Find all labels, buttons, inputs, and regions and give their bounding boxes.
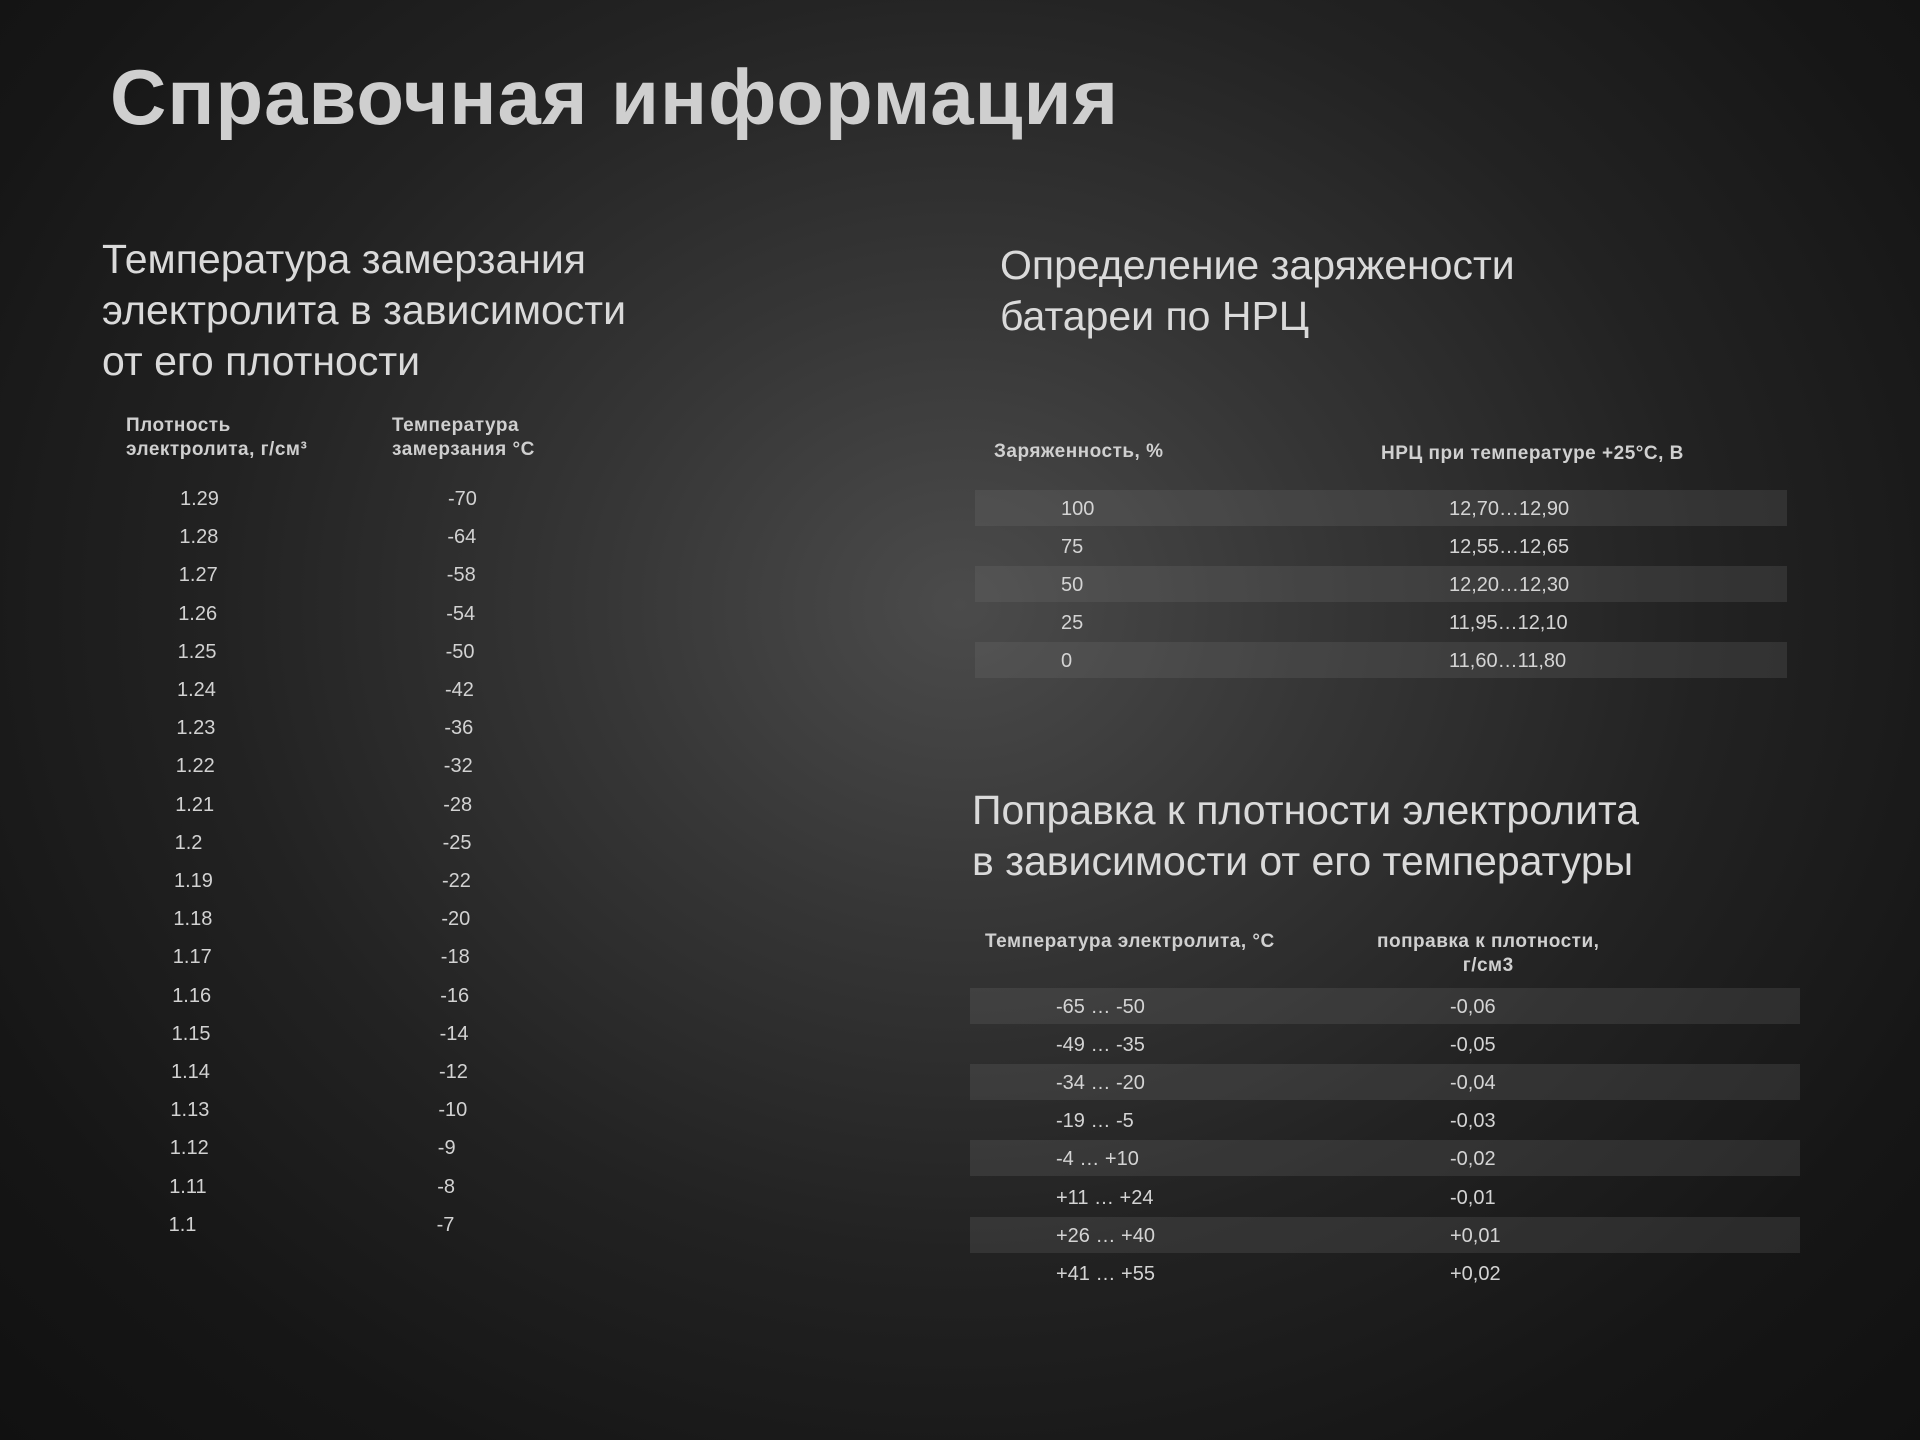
freeze-density-cell: 1.18 <box>173 908 213 931</box>
charge-section-title <box>1000 240 1515 342</box>
correction-row <box>970 1102 1800 1138</box>
freeze-temp-cell: -58 <box>446 564 476 587</box>
charge-row <box>975 528 1787 564</box>
freeze-density-cell: 1.1 <box>168 1213 197 1236</box>
correction-section-title <box>972 785 1639 887</box>
freeze-header-density <box>126 414 307 462</box>
charge-percent-cell: 50 <box>1061 574 1084 596</box>
freeze-row <box>100 641 580 679</box>
correction-row <box>970 1140 1800 1176</box>
freeze-density-cell: 1.16 <box>172 984 212 1007</box>
charge-row <box>975 604 1787 640</box>
freeze-density-cell: 1.21 <box>175 793 215 816</box>
charge-voltage-cell: 11,95…12,10 <box>1449 612 1568 634</box>
freeze-temp-cell: -7 <box>436 1213 455 1236</box>
correction-value-cell: -0,02 <box>1450 1148 1496 1171</box>
correction-header-value <box>1377 930 1599 978</box>
correction-range-cell: +41 … +55 <box>1056 1262 1155 1285</box>
freeze-temp-cell: -20 <box>441 908 471 931</box>
charge-title-line-1: Определение заряжености <box>1000 242 1515 288</box>
freeze-density-cell: 1.29 <box>180 488 219 510</box>
freeze-density-cell: 1.11 <box>169 1175 207 1198</box>
freeze-temp-cell: -12 <box>439 1061 468 1083</box>
correction-value-cell: -0,06 <box>1450 996 1496 1018</box>
freeze-density-cell: 1.28 <box>179 526 219 549</box>
freeze-row <box>100 908 580 946</box>
correction-header-value-line-1: поправка к плотности, <box>1377 931 1600 952</box>
freeze-density-cell: 1.24 <box>177 679 216 701</box>
freeze-temp-cell: -9 <box>437 1137 456 1160</box>
freeze-density-cell: 1.26 <box>178 602 218 625</box>
freeze-temp-cell: -16 <box>440 984 470 1007</box>
correction-range-cell: -65 … -50 <box>1056 996 1145 1018</box>
correction-row <box>970 988 1800 1024</box>
freeze-header-temp-line-1: Температура <box>392 415 520 436</box>
freeze-temp-cell: -36 <box>444 717 474 740</box>
correction-header-value-line-2: г/см3 <box>1462 955 1514 976</box>
freeze-header-temp-line-2: замерзания °С <box>392 439 535 460</box>
freeze-row <box>100 526 580 564</box>
freeze-temp-cell: -28 <box>443 793 473 816</box>
correction-value-cell: -0,01 <box>1450 1186 1496 1209</box>
charge-percent-cell: 100 <box>1061 498 1095 520</box>
freeze-temp-cell: -42 <box>445 679 474 701</box>
charge-row <box>975 566 1787 602</box>
charge-voltage-cell: 12,55…12,65 <box>1449 536 1570 558</box>
freeze-temp-cell: -8 <box>437 1175 455 1198</box>
charge-percent-cell: 25 <box>1061 612 1084 634</box>
freeze-header-density-line-2: электролита, г/см³ <box>126 439 308 460</box>
freeze-row <box>100 564 580 602</box>
freeze-row <box>100 603 580 641</box>
correction-range-cell: -49 … -35 <box>1056 1034 1145 1057</box>
freeze-title-line-2: электролита в зависимости <box>102 287 626 333</box>
freeze-temp-cell: -50 <box>445 640 475 663</box>
freeze-temp-cell: -14 <box>439 1022 469 1045</box>
freeze-row <box>100 755 580 793</box>
correction-value-cell: +0,01 <box>1450 1224 1501 1247</box>
charge-row <box>975 490 1787 526</box>
charge-voltage-cell: 12,20…12,30 <box>1449 574 1570 596</box>
freeze-temp-cell: -70 <box>448 488 477 510</box>
freeze-row <box>100 946 580 984</box>
freeze-row <box>100 1214 580 1252</box>
freeze-density-cell: 1.23 <box>176 717 216 740</box>
freeze-temp-cell: -22 <box>442 870 471 892</box>
freeze-header-temp <box>392 414 535 462</box>
freeze-temp-cell: -54 <box>446 602 476 625</box>
freeze-density-cell: 1.14 <box>171 1061 210 1083</box>
freeze-row <box>100 985 580 1023</box>
freeze-density-cell: 1.17 <box>172 946 212 969</box>
correction-range-cell: +26 … +40 <box>1056 1224 1155 1247</box>
freeze-temp-cell: -64 <box>447 526 477 549</box>
freeze-row <box>100 1023 580 1061</box>
freeze-row <box>100 717 580 755</box>
correction-row <box>970 1217 1800 1253</box>
correction-value-cell: -0,04 <box>1450 1072 1496 1095</box>
charge-percent-cell: 0 <box>1061 650 1073 672</box>
freeze-row <box>100 679 580 717</box>
freeze-density-cell: 1.25 <box>177 640 217 663</box>
correction-title-line-1: Поправка к плотности электролита <box>972 787 1640 833</box>
freeze-density-cell: 1.27 <box>178 564 218 587</box>
correction-header-temp: Температура электролита, °С <box>985 931 1275 952</box>
correction-range-cell: -19 … -5 <box>1056 1110 1134 1133</box>
freeze-temp-cell: -32 <box>443 755 473 778</box>
freeze-title-line-3: от его плотности <box>102 338 421 384</box>
correction-row <box>970 1255 1800 1291</box>
freeze-header-density-line-1: Плотность <box>126 415 231 436</box>
freeze-density-cell: 1.19 <box>174 870 213 892</box>
freeze-row <box>100 1099 580 1137</box>
freeze-density-cell: 1.12 <box>169 1137 209 1160</box>
charge-voltage-cell: 12,70…12,90 <box>1449 498 1570 520</box>
correction-row <box>970 1026 1800 1062</box>
charge-title-line-2: батареи по НРЦ <box>1000 293 1310 339</box>
freeze-row <box>100 1137 580 1175</box>
charge-header-voltage: НРЦ при температуре +25°С, В <box>1381 443 1684 464</box>
correction-row <box>970 1179 1800 1215</box>
freeze-row <box>100 794 580 832</box>
freeze-temp-cell: -10 <box>438 1099 468 1122</box>
freeze-row <box>100 1061 580 1099</box>
freeze-temp-cell: -18 <box>440 946 470 969</box>
freeze-temp-cell: -25 <box>442 831 472 854</box>
correction-range-cell: -34 … -20 <box>1056 1072 1145 1095</box>
charge-row <box>975 642 1787 678</box>
freeze-section-title <box>102 234 626 387</box>
freeze-row <box>100 1176 580 1214</box>
freeze-density-cell: 1.15 <box>171 1022 211 1045</box>
freeze-row <box>100 488 580 526</box>
charge-percent-cell: 75 <box>1061 536 1084 558</box>
freeze-density-cell: 1.22 <box>175 755 215 778</box>
page-title: Справочная информация <box>110 53 1120 141</box>
freeze-density-cell: 1.13 <box>170 1099 210 1122</box>
charge-header-percent: Заряженность, % <box>994 441 1164 462</box>
correction-title-line-2: в зависимости от его температуры <box>972 838 1634 884</box>
correction-value-cell: -0,03 <box>1450 1110 1496 1133</box>
freeze-row <box>100 870 580 908</box>
correction-value-cell: +0,02 <box>1450 1262 1501 1285</box>
freeze-density-cell: 1.2 <box>174 831 203 854</box>
correction-row <box>970 1064 1800 1100</box>
correction-range-cell: +11 … +24 <box>1056 1186 1154 1209</box>
correction-range-cell: -4 … +10 <box>1056 1148 1139 1171</box>
charge-voltage-cell: 11,60…11,80 <box>1449 650 1567 672</box>
freeze-row <box>100 832 580 870</box>
freeze-title-line-1: Температура замерзания <box>102 236 586 282</box>
correction-value-cell: -0,05 <box>1450 1034 1496 1057</box>
